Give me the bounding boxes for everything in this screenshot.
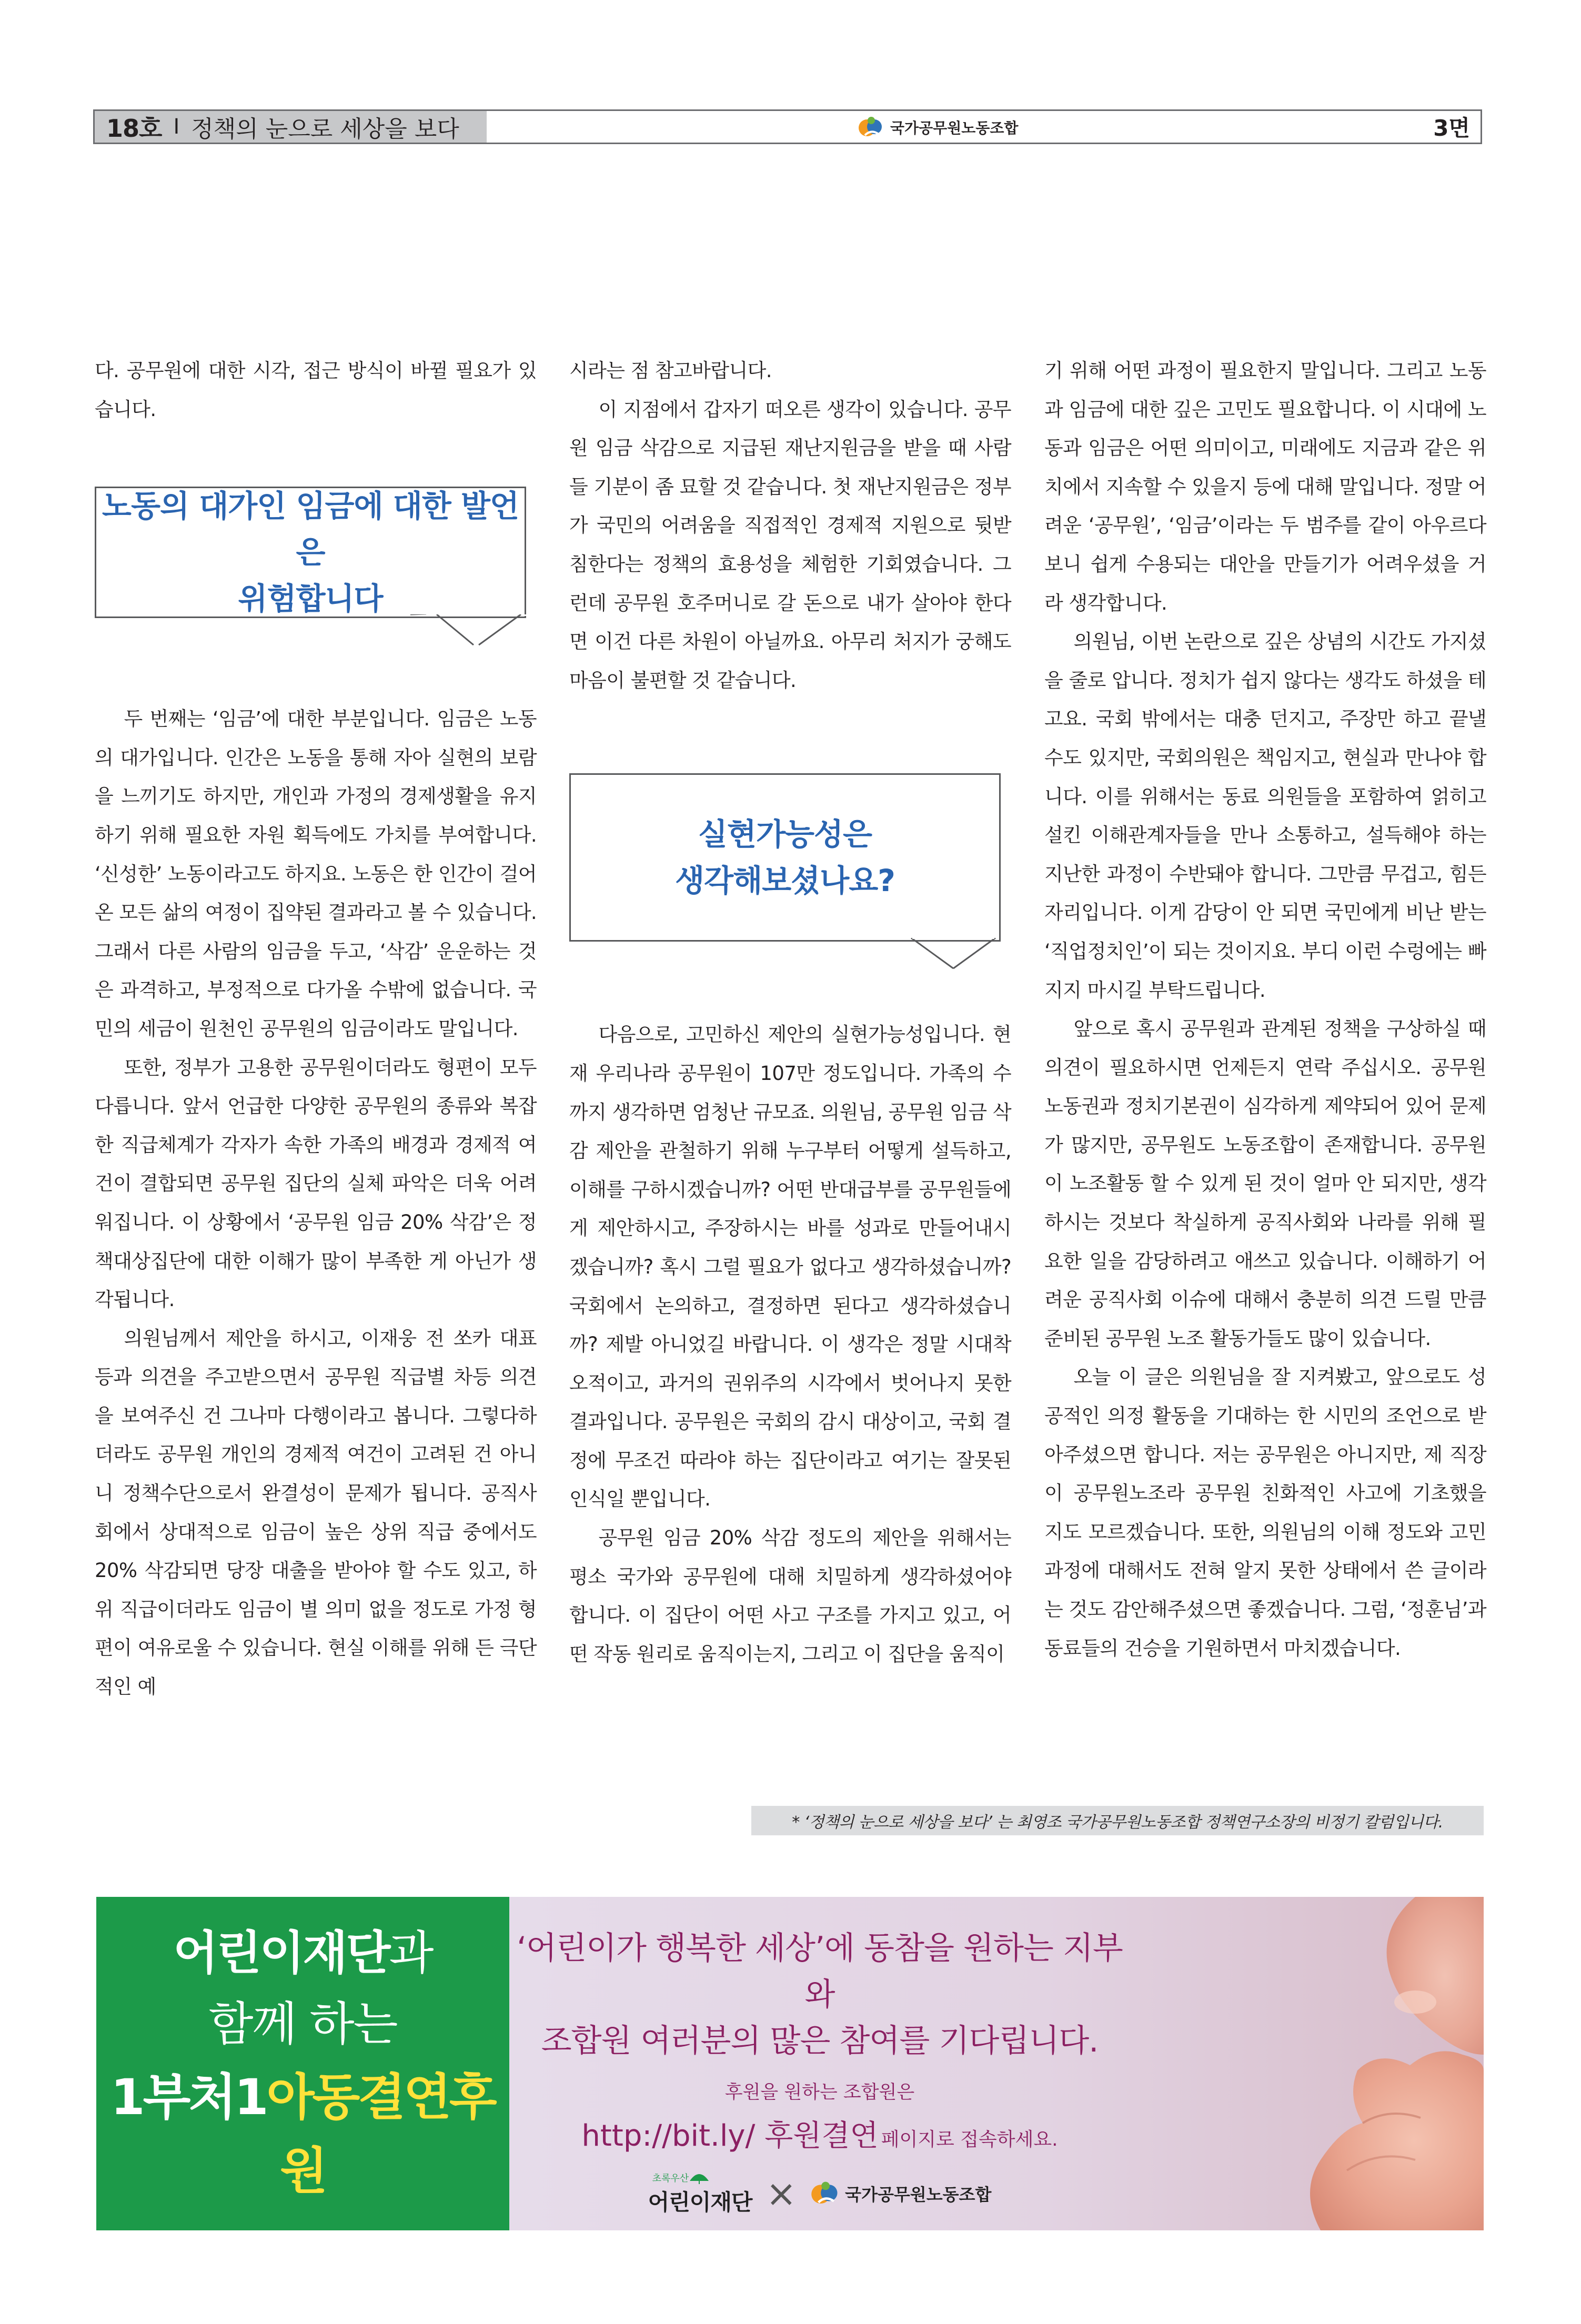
banner-title-line-2: 함께 하는 (208, 1997, 397, 2051)
banner-headline-line: ‘어린이가 행복한 세상’에 동참을 원하는 지부와 (517, 1930, 1123, 2013)
paragraph: 다음으로, 고민하신 제안의 실현가능성입니다. 현재 우리나라 공무원이 107만 정도입니다. 가족의 수까지 생각하면 엄청난 규모죠. 의원님, 공무원 임금 삭감 제안을 관철하기 위해 누구부터 어떻게 설득하고, 이해를 구하시겠습니까? 어떤 반대급부를 공무원들에게 제안하시고, 주장하시는 바를 성과로 만들어내시겠습니까? 혹시 그럴 필요가 없다고 생각하셨습니까? 국회에서 논의하고, 결정하면 된다고 생각하셨습니까? 제발 아니었길 바랍니다. 이 생각은 정말 시대착오적이고, 과거의 권위주의 시각에서 벗어나지 못한 결과입니다. 공무원은 국회의 감시 대상이고, 국회 결정에 무조건 따라야 하는 집단이라고 여기는 잘못된 인식일 뿐입니다. (569, 1023, 1011, 1511)
banner-program-name: 아동결연후원 (266, 2069, 495, 2200)
callout-box (569, 773, 1001, 942)
banner-url-line (509, 2113, 1130, 2155)
baby-hand-photo (1189, 1897, 1484, 2230)
banner-url-link[interactable]: http://bit.ly/ 후원결연 (581, 2119, 879, 2153)
callout-tail (410, 614, 526, 646)
sponsorship-banner (96, 1897, 1484, 2230)
banner-left-panel (96, 1897, 509, 2230)
callout-line: 위험합니다 (238, 581, 383, 617)
article-column-3 (1044, 351, 1486, 1668)
banner-url-suffix: 페이지로 접속하세요. (881, 2129, 1058, 2150)
paragraph: 이 지점에서 갑자기 떠오른 생각이 있습니다. 공무원 임금 삭감으로 지급된 재난지원금을 받을 때 사람들 기분이 좀 묘할 것 같습니다. 첫 재난지원금은 정부가 국민의 어려움을 직접적인 경제적 지원으로 뒷받침한다는 정책의 효용성을 체험한 기회였습니다. 그런데 공무원 호주머니로 갈 돈으로 내가 살아야 한다면 이건 다른 차원이 아닐까요. 아무리 처지가 궁해도 마음이 불편할 것 같습니다. (569, 398, 1011, 692)
banner-headline (509, 1925, 1130, 2064)
paragraph: 의원님께서 제안을 하시고, 이재웅 전 쏘카 대표 등과 의견을 주고받으면서 공무원 직급별 차등 의견을 보여주신 건 그나마 다행이라고 봅니다. 그렇다하더라도 공무원 개인의 경제적 여건이 고려된 건 아니니 정책수단으로서 완결성이 문제가 됩니다. 공직사회에서 상대적으로 임금이 높은 상위 직급 중에서도 20% 삭감되면 당장 대출을 받아야 할 수도 있고, 하위 직급이더라도 임금이 별 의미 없을 정도로 가정 형편이 여유로울 수 있습니다. 현실 이해를 위해 든 극단적인 예 (95, 1327, 537, 1699)
header-section-tab (95, 111, 487, 143)
callout-box (95, 487, 526, 618)
paragraph: 오늘 이 글은 의원님을 잘 지켜봤고, 앞으로도 성공적인 의정 활동을 기대하는 한 시민의 조언으로 받아주셨으면 합니다. 저는 공무원은 아니지만, 제 직장이 공무원노조라 공무원 친화적인 사고에 기초했을 지도 모르겠습니다. 또한, 의원님의 이해 정도와 고민 과정에 대해서도 전혀 알지 못한 상태에서 쓴 글이라는 것도 감안해주셨으면 좋겠습니다. 그럼, ‘정훈님’과 동료들의 건승을 기원하면서 마치겠습니다. (1044, 1366, 1486, 1660)
union-emblem-icon (810, 2179, 840, 2208)
union-emblem-icon (858, 114, 884, 140)
callout-line: 노동의 대가인 임금에 대한 발언은 (102, 488, 519, 571)
banner-right-panel (509, 1897, 1484, 2230)
article-column-2 (569, 351, 1011, 1673)
umbrella-icon (689, 2170, 710, 2185)
banner-program-prefix: 1부처1 (110, 2069, 267, 2126)
page-number: 3면 (1433, 115, 1470, 141)
union-name: 국가공무원노동조합 (890, 119, 1019, 137)
paragraph: 앞으로 혹시 공무원과 관계된 정책을 구상하실 때 의견이 필요하시면 언제든지 연락 주십시오. 공무원 노동권과 정치기본권이 심각하게 제약되어 있어 문제가 많지만, 공무원도 노동조합이 존재합니다. 공무원이 노조활동 할 수 있게 된 것이 얼마 안 되지만, 생각하시는 것보다 착실하게 공직사회와 나라를 위해 필요한 일을 감당하려고 애쓰고 있습니다. 이해하기 어려운 공직사회 이슈에 대해서 충분히 의견 드릴 만큼 준비된 공무원 노조 활동가들도 많이 있습니다. (1044, 1017, 1486, 1350)
issue-number: 18호 (106, 114, 162, 143)
paragraph: 시라는 점 참고바랍니다. (569, 359, 772, 382)
union-name-banner: 국가공무원노동조합 (845, 2185, 992, 2205)
childfund-logo (648, 2170, 752, 2217)
header-separator: I (173, 115, 180, 139)
banner-headline-line: 조합원 여러분의 많은 참여를 기다립니다. (541, 2023, 1099, 2059)
paragraph: 또한, 정부가 고용한 공무원이더라도 형편이 모두 다릅니다. 앞서 언급한 다양한 공무원의 종류와 복잡한 직급체계가 각자가 속한 가족의 배경과 경제적 여건이 결합되면 공무원 집단의 실체 파악은 더욱 어려워집니다. 이 상황에서 ‘공무원 임금 20% 삭감’은 정책대상집단에 대한 이해가 많이 부족한 게 아닌가 생각됩니다. (95, 1056, 537, 1311)
childfund-tagline: 초록우산 (652, 2173, 689, 2184)
callout-line: 생각해보셨나요? (675, 863, 895, 899)
callout-heading (675, 811, 895, 904)
banner-subline: 후원을 원하는 조합원은 (724, 2082, 915, 2103)
banner-title-line-3 (96, 2061, 509, 2208)
banner-particle: 과 (389, 1926, 432, 1980)
paragraph: 기 위해 어떤 과정이 필요한지 말입니다. 그리고 노동과 임금에 대한 깊은 고민도 필요합니다. 이 시대에 노동과 임금은 어떤 의미이고, 미래에도 지금과 같은 위치에서 지속할 수 있을지 등에 대해 말입니다. 정말 어려운 ‘공무원’, ‘임금’이라는 두 범주를 같이 아우르다 보니 쉽게 수용되는 대안을 만들기가 어려우셨을 거라 생각합니다. (1044, 359, 1486, 614)
union-logo (858, 114, 1018, 140)
section-title: 정책의 눈으로 세상을 보다 (191, 116, 459, 143)
banner-partner-logos (509, 2170, 1130, 2217)
article-column-1 (95, 351, 537, 1706)
paragraph: 다. 공무원에 대한 시각, 접근 방식이 바뀔 필요가 있습니다. (95, 359, 537, 421)
paragraph: 공무원 임금 20% 삭감 정도의 제안을 위해서는 평소 국가와 공무원에 대해 치밀하게 생각하셨어야 합니다. 이 집단이 어떤 사고 구조를 가지고 있고, 어떤 작동 원리로 움직이는지, 그리고 이 집단을 움직이 (569, 1527, 1011, 1665)
paragraph: 의원님, 이번 논란으로 깊은 상념의 시간도 가지셨을 줄로 압니다. 정치가 쉽지 않다는 생각도 하셨을 테고요. 국회 밖에서는 대충 던지고, 주장만 하고 끝낼 수도 있지만, 국회의원은 책임지고, 현실과 만나야 합니다. 이를 위해서는 동료 의원들을 포함하여 얽히고설킨 이해관계자들을 만나 소통하고, 설득해야 하는 지난한 과정이 수반돼야 합니다. 그만큼 무겁고, 힘든 자리입니다. 이게 감당이 안 되면 국민에게 비난 받는 ‘직업정치인’이 되는 것이지요. 부디 이런 수렁에는 빠지지 마시길 부탁드립니다. (1044, 630, 1486, 1002)
paragraph: 두 번째는 ‘임금’에 대한 부분입니다. 임금은 노동의 대가입니다. 인간은 노동을 통해 자아 실현의 보람을 느끼기도 하지만, 개인과 가정의 경제생활을 유지하기 위해 필요한 자원 획득에도 가치를 부여합니다. ‘신성한’ 노동이라고도 하지요. 노동은 한 인간이 걸어온 모든 삶의 여정이 집약된 결과라고 볼 수 있습니다. 그래서 다른 사람의 임금을 두고, ‘삭감’ 운운하는 것은 과격하고, 부정적으로 다가올 수밖에 없습니다. 국민의 세금이 원천인 공무원의 임금이라도 말입니다. (95, 708, 537, 1040)
banner-title-line-1 (96, 1919, 509, 1987)
page-header (93, 109, 1482, 144)
collaboration-x: × (766, 2172, 797, 2215)
callout-tail (885, 938, 1001, 969)
banner-foundation-name: 어린이재단 (173, 1926, 389, 1980)
childfund-name: 어린이재단 (648, 2189, 752, 2215)
callout-line: 실현가능성은 (698, 816, 872, 853)
column-footnote: * ‘정책의 눈으로 세상을 보다’ 는 최영조 국가공무원노동조합 정책연구소장의 비정기 칼럼입니다. (751, 1806, 1484, 1835)
callout-heading (96, 483, 525, 622)
union-logo-banner (810, 2179, 991, 2208)
